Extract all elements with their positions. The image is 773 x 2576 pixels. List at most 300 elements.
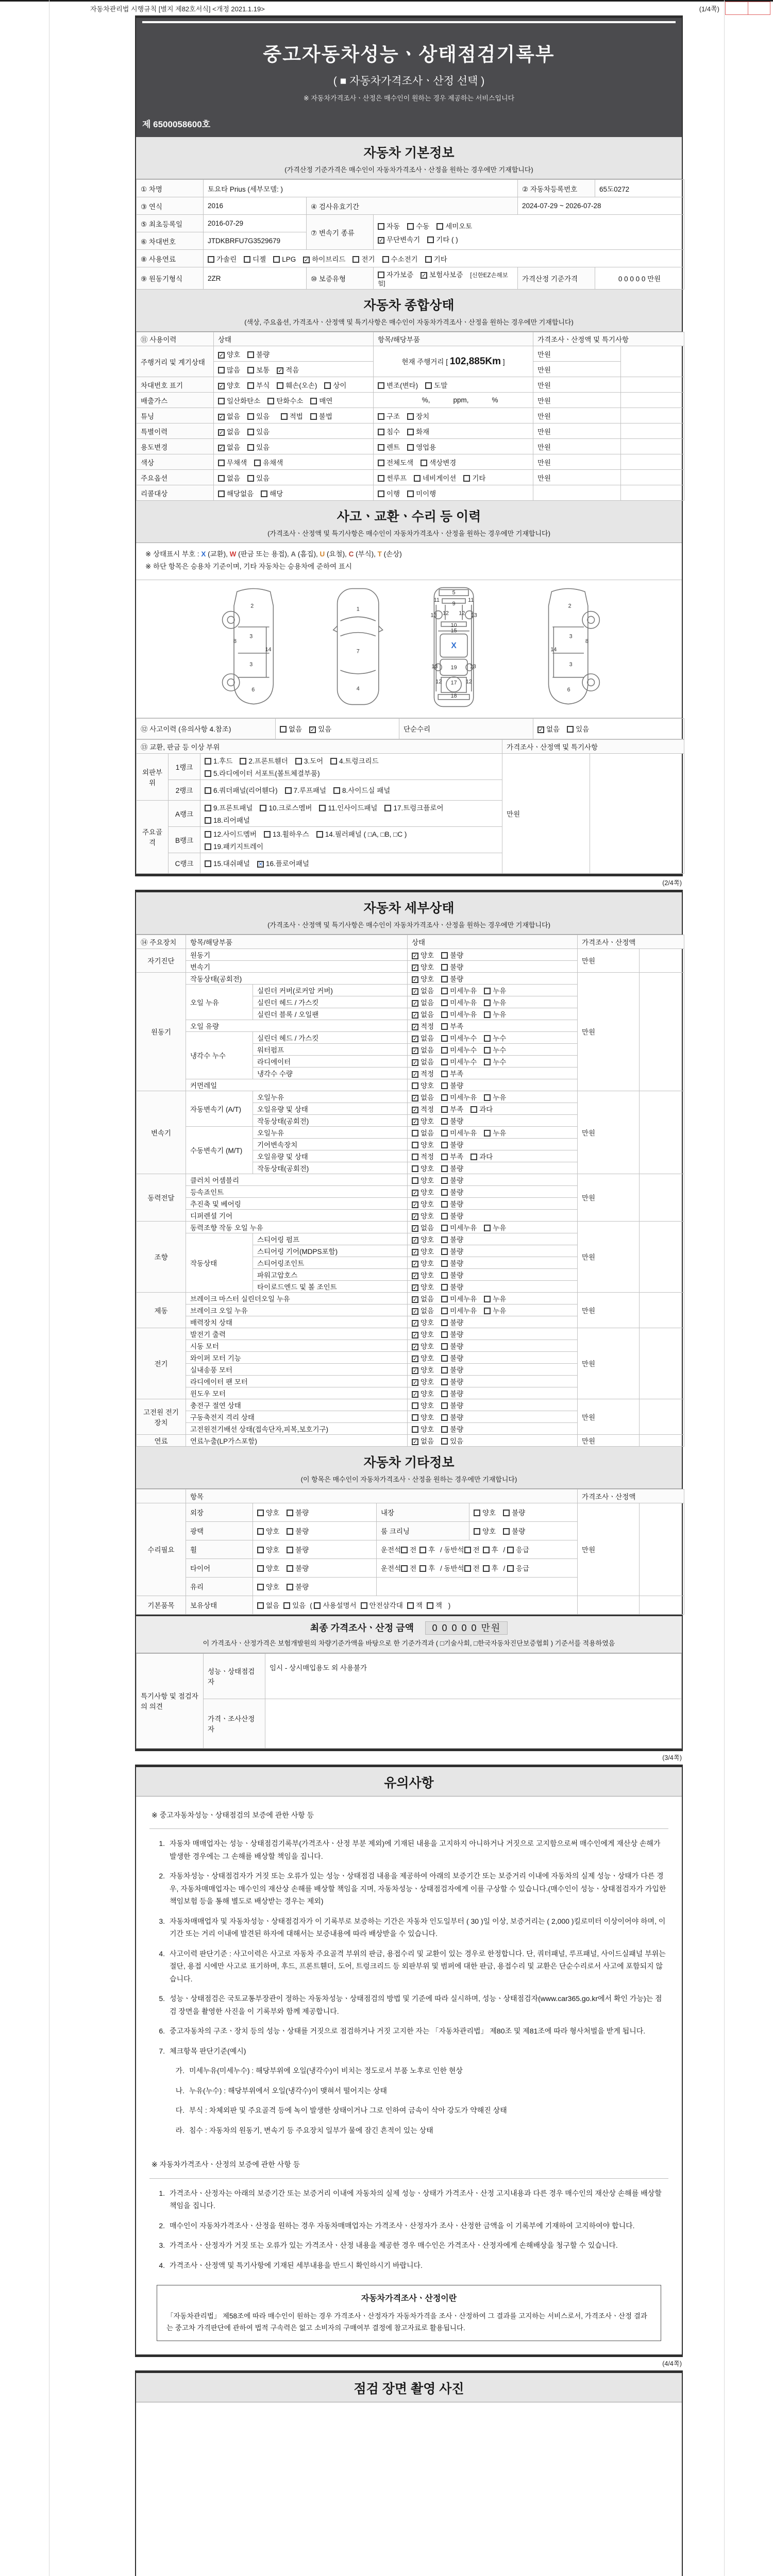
table-row: [137, 454, 684, 470]
checkbox-icon: [412, 1320, 418, 1327]
checkbox-icon: [412, 1190, 418, 1196]
checkbox-option: [484, 1295, 506, 1303]
checkbox-option: [463, 474, 485, 482]
checkbox-icon: [247, 413, 254, 420]
checkbox-option: [407, 490, 436, 498]
notice-item-number: 4.: [159, 1949, 165, 1958]
notice-item: [149, 2187, 668, 2212]
checkbox-icon: [441, 976, 448, 982]
checkbox-icon: [474, 1510, 480, 1516]
item-label: 디퍼렌셜 기어: [186, 1209, 408, 1221]
checkbox-option: [407, 413, 429, 420]
checkbox-icon: [412, 1296, 418, 1303]
notice-item-number: 6.: [159, 2027, 165, 2036]
item-label: 타이로드엔드 및 볼 조인트: [253, 1280, 408, 1292]
option-label: 전: [410, 1565, 417, 1573]
option-label: 없음: [421, 1093, 434, 1101]
section-note: (가격조사ㆍ산정액 및 특기사항은 매수인이 자동차가격조사ㆍ산정을 원하는 경우에만 기재합니다): [267, 921, 550, 929]
status-options: [408, 1138, 578, 1150]
option-label: 응급: [515, 1546, 530, 1554]
option-label: 적정: [421, 1070, 434, 1078]
checkbox-option: [412, 1117, 434, 1125]
legend-desc: (부식),: [354, 550, 378, 558]
legend-symbol: C: [348, 550, 354, 558]
option-label: 양호: [421, 1401, 434, 1410]
option-label: 있음: [318, 725, 332, 734]
note-cell: [640, 1221, 684, 1292]
odometer-cell: [374, 346, 533, 377]
option-label: 디젤: [253, 255, 266, 263]
option-label: 3.도어: [304, 757, 324, 765]
checkbox-option: [247, 428, 270, 436]
checkbox-icon: [240, 758, 246, 765]
panel-items-cell: [200, 853, 502, 873]
checkbox-icon: [484, 1047, 491, 1054]
note-cell: [640, 1434, 684, 1446]
item-label: 고전원전기배선 상태(접속단자,피복,보호기구): [186, 1422, 408, 1434]
status-options: [408, 1091, 578, 1103]
checkbox-icon: [378, 223, 384, 230]
notice-item-number: 4.: [159, 2261, 165, 2269]
checkbox-icon: [484, 1296, 491, 1302]
panel-number-label: 7: [356, 648, 360, 655]
checkbox-option: [273, 256, 296, 263]
checkbox-icon: [412, 1165, 418, 1172]
checkbox-option: [414, 474, 456, 482]
notice-item-text: 자동차 매매업자는 성능ㆍ상태점검기록부(가격조사ㆍ산정 부분 제외)에 기재된 내용을 고지하지 아니하거나 거짓으로 고지함으로써 매수인에게 재산상 손해가 발생한 경우에는 그 손해를 배상할 책임을 집니다.: [170, 1839, 661, 1860]
checkbox-option: [401, 1546, 416, 1554]
base-price-value: 0 0 0 0 0 만원: [595, 267, 684, 290]
price-cell: 만원: [533, 454, 621, 470]
checkbox-icon: [267, 398, 274, 404]
checkbox-option: [484, 1058, 506, 1066]
item-label: 등속죠인트: [186, 1185, 408, 1197]
panel-number-label: 13: [431, 663, 438, 670]
panel-number-label: 3: [249, 661, 253, 668]
option-label: 양호: [421, 1413, 434, 1421]
checkbox-icon: [441, 999, 448, 1006]
device-group-label: 고전원 전기장치: [137, 1399, 186, 1434]
checkbox-icon: [407, 429, 414, 435]
section-accident: [136, 501, 682, 543]
checkbox-option: [218, 444, 240, 451]
option-label: 불량: [450, 1389, 464, 1398]
checkbox-option: [287, 1565, 309, 1572]
checkbox-icon: [567, 726, 574, 733]
checkbox-icon: [412, 1426, 418, 1433]
section-title: 자동차 기본정보: [363, 146, 455, 160]
legend-symbol: X: [201, 550, 206, 558]
checkbox-icon: [218, 460, 225, 466]
option-label: 있음: [256, 428, 270, 436]
legend-desc: (요철),: [325, 550, 349, 558]
segment-text: /: [501, 1546, 507, 1554]
option-label: 양호: [421, 1188, 434, 1196]
stamp-cell: [748, 2, 770, 14]
year-value: 2016: [204, 197, 307, 215]
section-title: 자동차 종합상태: [363, 298, 455, 313]
panel-number-label: 11: [467, 597, 474, 603]
notice-section-b-header: ※ 자동차가격조사ㆍ산정의 보증에 관한 사항 등: [149, 2150, 668, 2179]
checkbox-icon: [412, 1118, 418, 1125]
repair-item-options: [253, 1503, 377, 1521]
checkbox-option: [407, 444, 436, 451]
table-row: [137, 753, 684, 779]
checkbox-icon: [378, 460, 384, 466]
stamp-cell: [726, 2, 748, 14]
option-label: 15.대쉬패널: [213, 860, 250, 868]
option-label: 후: [428, 1565, 435, 1573]
item-label: 작동상태(공회전): [253, 1162, 408, 1174]
usage-history-label: 튜닝: [137, 408, 214, 423]
field-label: 가격산정 기준가격: [518, 267, 595, 290]
checkbox-option: [412, 1106, 434, 1113]
notice-item: [169, 2124, 668, 2137]
status-cell: [214, 393, 374, 408]
checkbox-icon: [407, 444, 414, 451]
checkbox-option: [287, 1509, 309, 1517]
checkbox-option: [441, 987, 477, 995]
checkbox-option: [412, 1295, 434, 1303]
checkbox-option: [412, 1366, 434, 1374]
stamp-box: [725, 2, 770, 15]
checkbox-option: [441, 1319, 463, 1327]
note-cell: [621, 439, 684, 454]
option-label: 미세누수: [450, 1046, 477, 1054]
option-label: 불량: [295, 1565, 309, 1573]
note-cell: [640, 1596, 684, 1614]
checkbox-icon: [283, 1602, 290, 1609]
checkbox-icon: [257, 1584, 264, 1590]
table-header-row: [137, 332, 684, 346]
status-options: [408, 960, 578, 972]
panel-group-label: 주요골격: [137, 800, 169, 873]
option-label: 미세누유: [450, 998, 477, 1007]
option-label: 양호: [266, 1528, 280, 1536]
option-label: 양호: [266, 1546, 280, 1554]
checkbox-icon: [441, 1367, 448, 1374]
option-label: 보통: [256, 366, 270, 374]
section-note: (색상, 주요옵션, 가격조사ㆍ산정액 및 특기사항은 매수인이 자동차가격조사ㆍ산정을 원하는 경우에만 기재합니다): [244, 318, 574, 326]
field-label: ⑥ 차대번호: [137, 232, 204, 250]
repair-item-options: [469, 1521, 578, 1540]
page-3: [135, 1765, 683, 2357]
checkbox-option: [412, 1011, 434, 1019]
checkbox-option: [441, 1035, 477, 1042]
panel-title: ⑬ 교환, 판금 등 이상 부위: [137, 739, 502, 753]
final-price-strip: [136, 1615, 682, 1653]
status-options: [408, 1185, 578, 1197]
option-label: 불량: [295, 1528, 309, 1536]
option-label: 미세누수: [450, 1058, 477, 1066]
panel-items-line: [205, 755, 498, 766]
checkbox-icon: [412, 1367, 418, 1374]
checkbox-icon: [484, 999, 491, 1006]
panel-rank-label: 2랭크: [169, 779, 200, 800]
option-label: 있음: [576, 725, 590, 734]
checkbox-option: [218, 382, 240, 389]
option-label: 색상변경: [429, 459, 457, 467]
checkbox-icon: [412, 1142, 418, 1148]
checkbox-icon: [257, 1565, 264, 1572]
details-table: [136, 935, 684, 1447]
repair-item-label: 내장: [377, 1503, 469, 1521]
checkbox-option: [218, 366, 240, 374]
checkbox-option: [260, 804, 312, 812]
status-options: [408, 984, 578, 996]
checkbox-option: [319, 804, 377, 812]
checkbox-option: [412, 1414, 434, 1421]
option-label: 누유: [493, 1224, 507, 1232]
appraiser-label: 가격ㆍ조사산정자: [204, 1699, 265, 1748]
item-label: 배력장치 상태: [186, 1316, 408, 1328]
device-group-label: 연료: [137, 1434, 186, 1446]
checkbox-icon: [412, 1130, 418, 1137]
option-label: 일산화탄소: [227, 397, 261, 405]
option-label: 네비게이션: [423, 474, 457, 482]
panel-items-line: [205, 841, 498, 851]
option-label: 부식: [256, 381, 270, 389]
notice-item: [169, 2064, 668, 2077]
usage-history-label: 색상: [137, 454, 214, 470]
checkbox-icon: [247, 475, 254, 482]
notice-content: [136, 1797, 682, 2354]
panel-items-line: [205, 802, 498, 812]
panel-number-label: 12: [442, 609, 449, 616]
checkbox-icon: [257, 1528, 264, 1535]
checkbox-option: [483, 1565, 498, 1572]
status-cell: [214, 470, 374, 485]
checkbox-option: [441, 1295, 477, 1303]
option-label: 불량: [450, 975, 464, 983]
notice-item-text: 자동차성능ㆍ상태점검자가 거짓 또는 오류가 있는 성능ㆍ상태점검 내용을 제공하여 아래의 보증기간 또는 보증거리 이내에 자동차의 실제 성능ㆍ상태가 다른 경우, 자동차매매업자는 매수인의 재산상 손해를 배상할 책임을 지며, 자동차성능ㆍ상태점검자에게 이를 구상할 수 있습니다.(매수인이 성능ㆍ상태점검자가 가입한 책임보험 등을 통해 별도로 배상받는 경우는 제외): [170, 1872, 666, 1906]
checkbox-icon: [412, 1071, 418, 1078]
panel-number-label: 14: [265, 646, 272, 653]
option-label: 10.크로스멤버: [268, 804, 312, 812]
option-label: 미세누유: [450, 1295, 477, 1303]
option-label: 양호: [421, 1366, 434, 1374]
option-label: 불량: [450, 1200, 464, 1208]
checkbox-icon: [441, 952, 448, 959]
checkbox-icon: [441, 1260, 448, 1267]
item-label: 원동기: [186, 948, 408, 960]
checkbox-icon: [412, 988, 418, 995]
option-label: 부족: [450, 1153, 464, 1161]
diagram-shape: [582, 611, 599, 628]
checkbox-icon: [261, 490, 267, 497]
usage-history-label: 용도변경: [137, 439, 214, 454]
title-header: [136, 18, 682, 137]
checkbox-icon: [205, 770, 211, 777]
checkbox-icon: [205, 805, 211, 811]
status-options: [408, 1221, 578, 1233]
panel-number-label: 1: [356, 606, 360, 613]
segment-text: / 동반석: [438, 1565, 464, 1573]
option-label: 양호: [482, 1509, 496, 1517]
status-cell: [214, 454, 374, 470]
document-body: [135, 15, 683, 2576]
document-title: 중고자동차성능ㆍ상태점검기록부: [263, 44, 555, 65]
notice-item-text: 침수 : 자동차의 원동기, 변속기 등 주요장치 일부가 물에 잠긴 흔적이 있는 상태: [189, 2126, 433, 2134]
item-label: 브레이크 오일 누유: [186, 1304, 408, 1316]
checkbox-option: [412, 1153, 434, 1161]
checkbox-icon: [412, 1000, 418, 1007]
accident-legend: [136, 543, 682, 580]
status-options: [408, 1387, 578, 1399]
option-label: 미세누유: [450, 1307, 477, 1315]
table-row: [137, 1091, 684, 1103]
checkbox-option: [247, 444, 270, 451]
page-right-edge: [724, 0, 725, 2576]
checkbox-option: [257, 860, 309, 868]
field-label: ④ 검사유효기간: [307, 197, 518, 215]
checkbox-icon: [441, 1213, 448, 1219]
option-label: 부족: [450, 1070, 464, 1078]
option-label: 양호: [421, 1164, 434, 1173]
price-cell: 만원: [578, 1328, 640, 1399]
checkbox-icon: [378, 490, 384, 497]
option-label: 안전삼각대: [369, 1602, 403, 1610]
section-comprehensive: [136, 290, 682, 332]
checkbox-option: [412, 1094, 434, 1101]
checkbox-option: [218, 428, 240, 436]
section-basic-info: [136, 137, 682, 179]
option-label: 해당: [270, 489, 283, 498]
status-options: [408, 1126, 578, 1138]
page-marker-1: (1/4쪽): [699, 5, 719, 13]
checkbox-option: [378, 382, 418, 389]
price-cell: 만원: [533, 393, 621, 408]
option-label: 가솔린: [216, 255, 237, 263]
field-label: ⑨ 원동기형식: [137, 267, 204, 290]
checkbox-icon: [205, 817, 211, 824]
checkbox-icon: [441, 1130, 448, 1137]
option-label: 불량: [450, 1330, 464, 1338]
checkbox-option: [264, 831, 309, 838]
sub-group-label: 작동상태: [186, 1233, 253, 1292]
checkbox-option: [412, 1402, 434, 1410]
item-label: 실린더 커버(로커암 커버): [253, 984, 408, 996]
notice-item: [149, 2219, 668, 2232]
option-label: 누유: [493, 1129, 507, 1137]
legend-symbol: A: [291, 550, 296, 558]
checkbox-option: [240, 757, 288, 765]
checkbox-icon: [412, 1059, 418, 1066]
checkbox-icon: [407, 1602, 414, 1609]
checkbox-icon: [425, 256, 432, 263]
item-label: 연료누출(LP가스포함): [186, 1434, 408, 1446]
note-cell: [640, 1174, 684, 1221]
table-row: [137, 470, 684, 485]
status-options: [408, 1316, 578, 1328]
field-label: ⑩ 보증유형: [307, 267, 374, 290]
diagram-shape: [227, 679, 234, 686]
note-cell: [640, 1503, 684, 1596]
status-options: [408, 1245, 578, 1257]
checkbox-icon: [412, 976, 418, 983]
option-label: 누유: [493, 998, 507, 1007]
item-label: 라디에이터 팬 모터: [186, 1375, 408, 1387]
checkbox-option: [483, 1546, 498, 1554]
field-label: ⑤ 최초등록일: [137, 215, 204, 232]
status-options: [408, 1103, 578, 1114]
checkbox-option: [218, 459, 247, 467]
option-label: 부족: [450, 1022, 464, 1030]
panel-number-label: 2: [568, 603, 572, 609]
checkbox-option: [441, 1141, 463, 1149]
option-label: 전체도색: [386, 459, 414, 467]
checkbox-option: [441, 1390, 463, 1398]
item-label: 동력조향 작동 오일 누유: [186, 1221, 408, 1233]
checkbox-icon: [280, 726, 287, 733]
item-label: 파워고압호스: [253, 1268, 408, 1280]
option-label: 없음: [421, 1034, 434, 1042]
checkbox-icon: [421, 272, 427, 279]
checkbox-icon: [421, 460, 427, 466]
checkbox-option: [401, 1565, 416, 1572]
checkbox-icon: [412, 1379, 418, 1386]
option-label: 양호: [421, 1235, 434, 1244]
opinion-table: [136, 1653, 682, 1749]
option-label: 누수: [493, 1046, 507, 1054]
checkbox-icon: [412, 1213, 418, 1220]
basic-items-group-label: 기본품목: [137, 1596, 186, 1614]
note-cell: [640, 1328, 684, 1399]
checkbox-option: [484, 1129, 506, 1137]
checkbox-icon: [316, 831, 323, 838]
checkbox-option: [287, 1546, 309, 1554]
status-options: [408, 1268, 578, 1280]
page-marker-4: (4/4쪽): [662, 2360, 682, 2367]
checkbox-option: [441, 1343, 463, 1350]
option-label: 불량: [450, 1117, 464, 1125]
checkbox-icon: [441, 1177, 448, 1184]
table-row: [137, 1292, 684, 1304]
option-label: 세미오토: [445, 222, 473, 230]
price-cell: 만원: [533, 346, 621, 362]
option-label: 영업용: [416, 443, 436, 451]
checkbox-option: [277, 382, 317, 389]
checkbox-icon: [257, 861, 264, 868]
checkbox-option: [247, 413, 270, 420]
option-label: 누유: [493, 987, 507, 995]
reg-no-value: 65도0272: [595, 180, 684, 197]
price-cell: 만원: [533, 362, 621, 377]
column-header: 가격조사ㆍ산정액 및 특기사항: [533, 332, 684, 346]
checkbox-option: [378, 413, 400, 420]
checkbox-option: [484, 1035, 506, 1042]
option-label: 14.필러패널 ( □A, □B, □C ): [325, 830, 407, 838]
panel-number-label: 13: [470, 612, 477, 618]
notice-item-number: 5.: [159, 1994, 165, 2003]
option-label: 양호: [421, 1176, 434, 1184]
checkbox-icon: [484, 1225, 491, 1231]
checkbox-option: [419, 1546, 435, 1554]
checkbox-option: [412, 1319, 434, 1327]
checkbox-icon: [412, 1154, 418, 1160]
checkbox-option: [474, 1528, 496, 1535]
checkbox-option: [441, 1212, 463, 1220]
section-note: (이 항목은 매수인이 자동차가격조사ㆍ산정을 원하는 경우에만 기재합니다): [300, 1475, 517, 1483]
note-cell: [590, 753, 684, 873]
repair-item-label: 룸 크리닝: [377, 1521, 469, 1540]
option-label: 4.트렁크리드: [339, 757, 379, 765]
checkbox-option: [441, 1378, 463, 1386]
note-cell: [640, 948, 684, 972]
checkbox-icon: [412, 1355, 418, 1362]
checkbox-option: [419, 1565, 435, 1572]
notice-item-number: 2.: [159, 2221, 165, 2230]
